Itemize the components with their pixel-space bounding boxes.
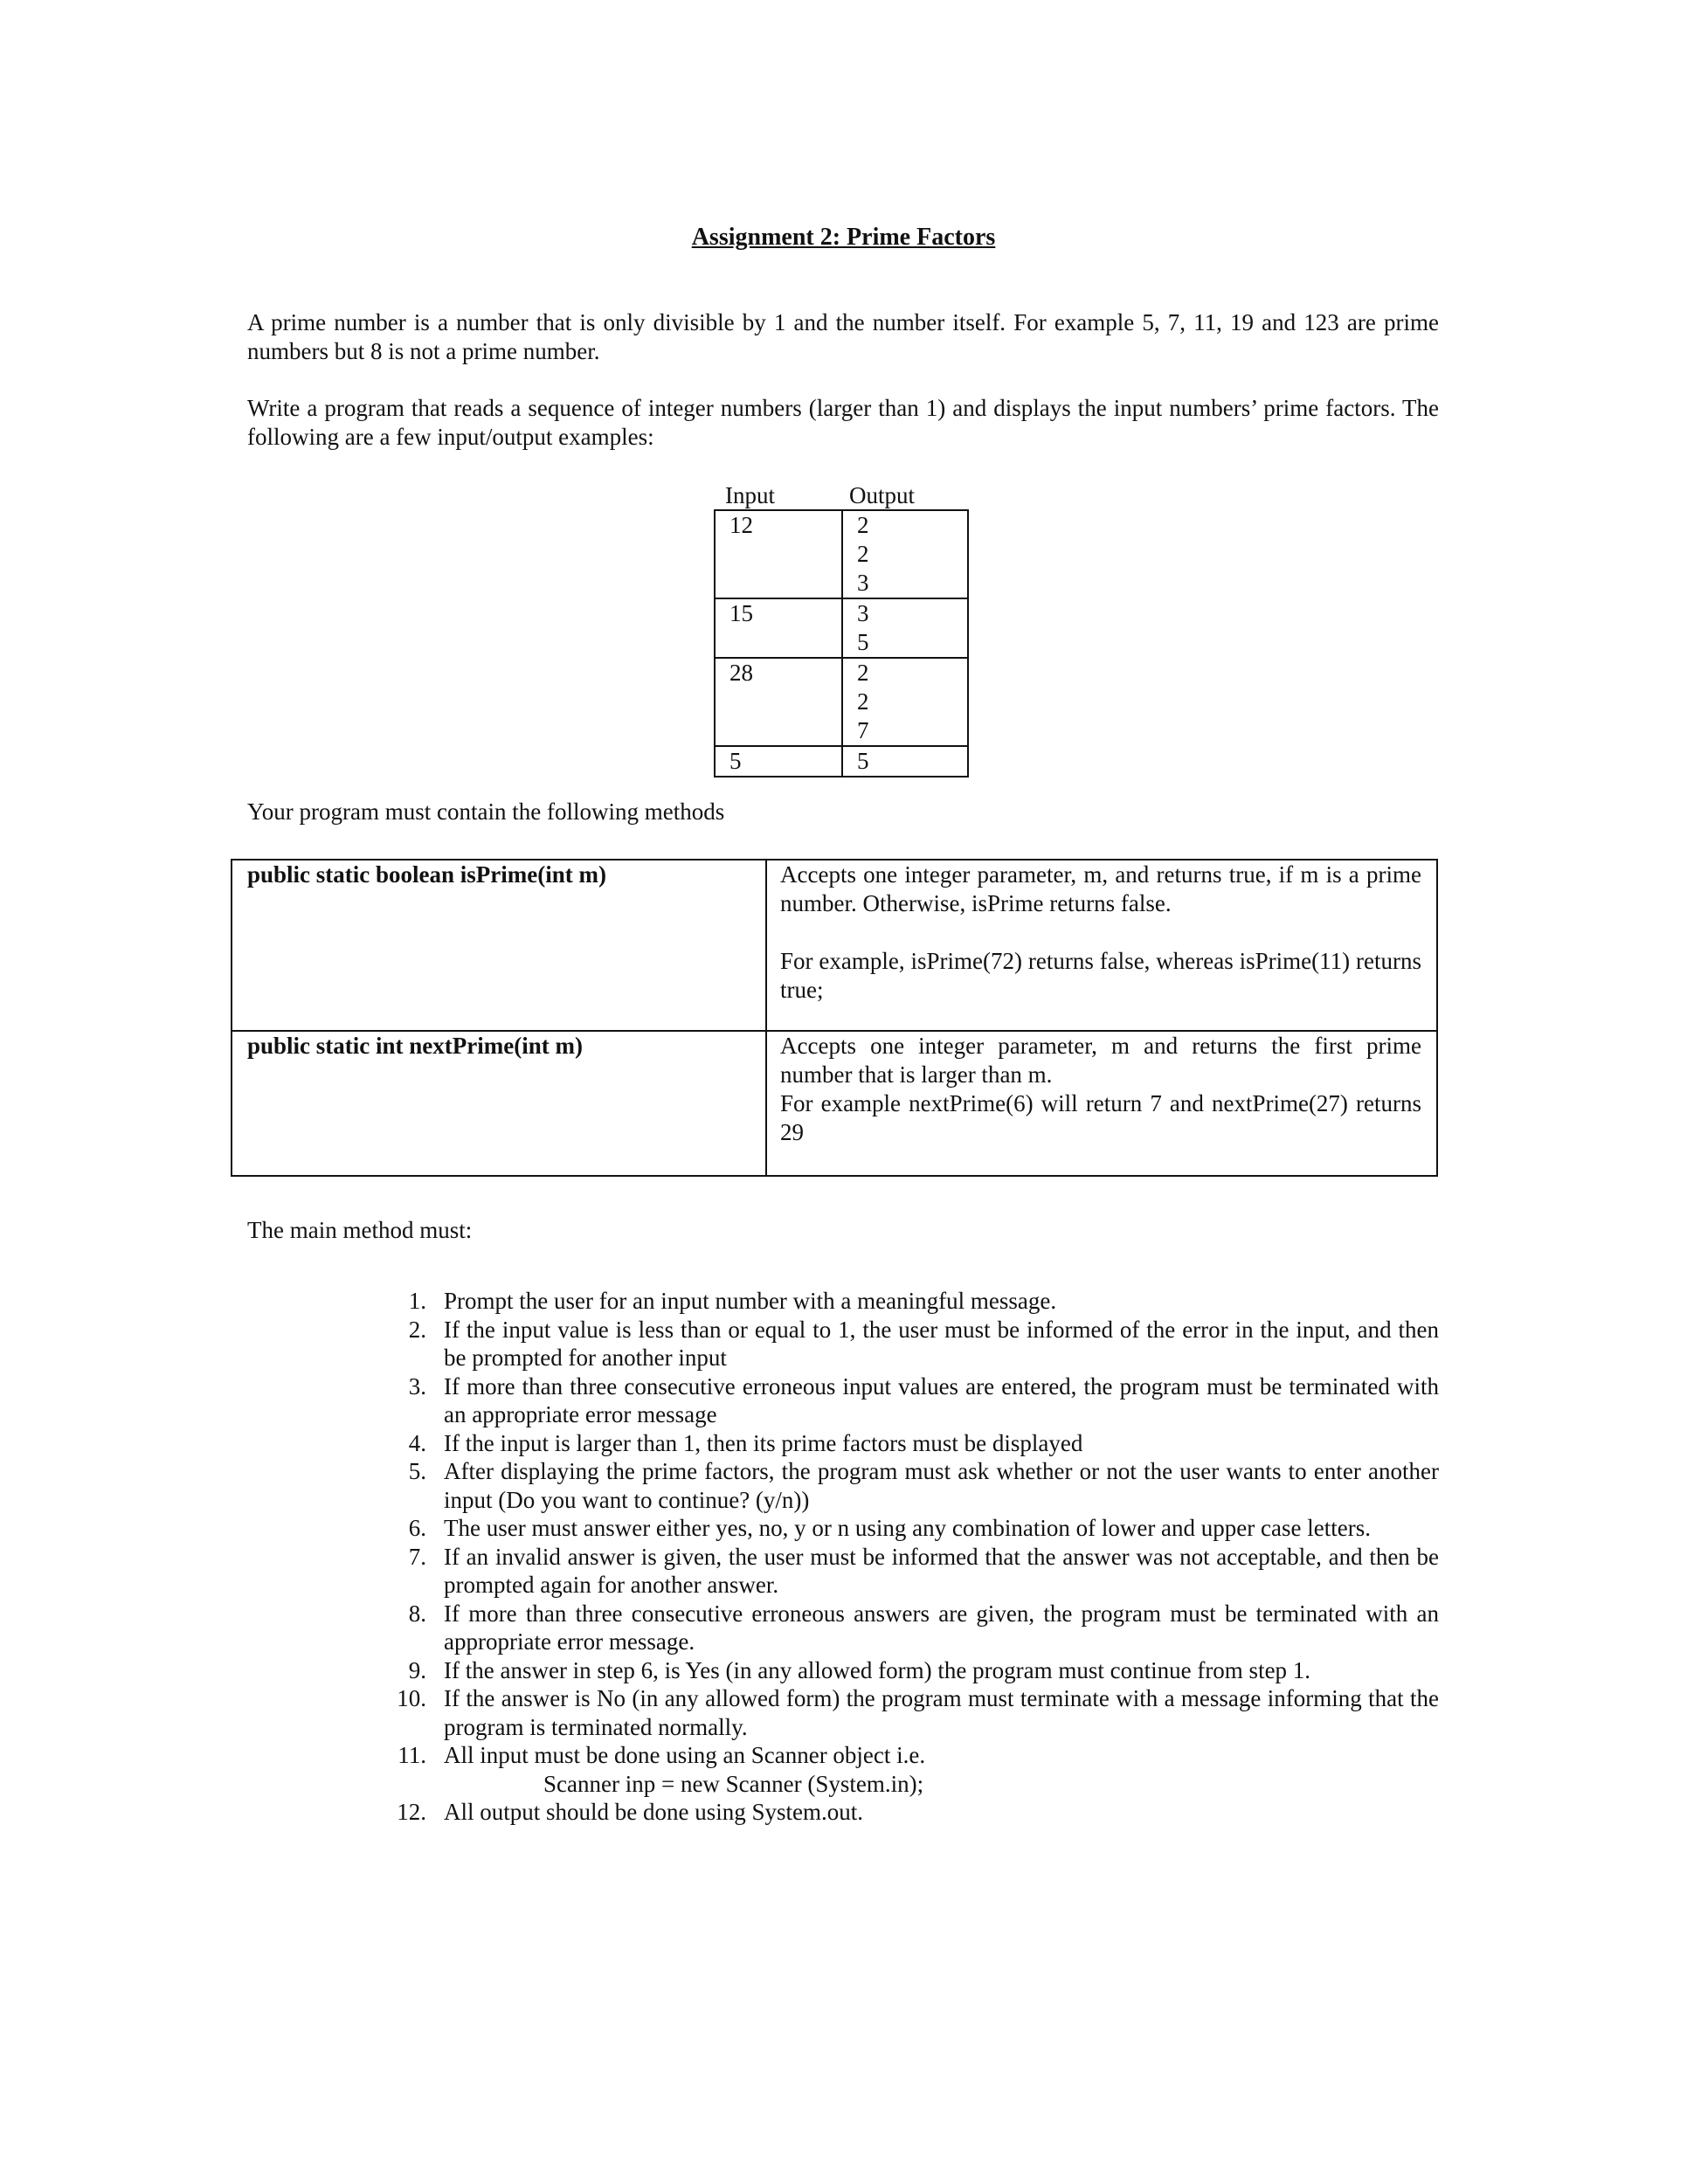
list-number: 7. — [408, 1543, 426, 1570]
list-item — [391, 1457, 1439, 1514]
list-number: 1. — [408, 1288, 426, 1314]
main-method-intro: The main method must: — [247, 1217, 473, 1243]
list-number: 11. — [398, 1742, 426, 1768]
io-output-cell — [842, 510, 968, 598]
method-desc-text: Accepts one integer parameter, m and returns the first prime number that is larger than m. — [780, 1033, 1421, 1088]
list-text: All output should be done using System.out. — [444, 1799, 864, 1825]
list-item — [391, 1372, 1439, 1429]
list-number: 9. — [408, 1656, 426, 1683]
io-examples-table — [714, 509, 969, 778]
io-input-cell: 12 — [715, 510, 842, 598]
io-input-cell: 15 — [715, 598, 842, 658]
list-item — [391, 1429, 1439, 1458]
list-number: 2. — [408, 1316, 426, 1343]
io-output-cell — [842, 658, 968, 746]
list-item — [391, 1543, 1439, 1600]
io-output-value: 2 — [857, 541, 869, 567]
requirements-list — [391, 1287, 1439, 1827]
table-row — [715, 746, 968, 777]
list-item — [391, 1287, 1439, 1316]
io-output-value: 2 — [857, 688, 869, 715]
method-desc-text: Accepts one integer parameter, m, and returns true, if m is a prime number. Otherwise, isPrime returns false. — [780, 861, 1421, 916]
list-text: After displaying the prime factors, the program must ask whether or not the user wants to enter another input (Do you want to continue? (y/n)) — [444, 1458, 1439, 1513]
list-text: If the answer is No (in any allowed form) the program must terminate with a message informing that the program is terminated normally. — [444, 1685, 1439, 1740]
list-number: 3. — [408, 1372, 426, 1400]
list-item — [391, 1316, 1439, 1372]
io-output-cell — [842, 746, 968, 777]
method-example-text: For example, isPrime(72) returns false, whereas isPrime(11) returns true; — [780, 948, 1421, 1003]
list-text: If an invalid answer is given, the user must be informed that the answer was not acceptable, and then be prompted again for another answer. — [444, 1543, 1439, 1598]
table-row — [232, 860, 1437, 1031]
list-text: Prompt the user for an input number with a meaningful message. — [444, 1288, 1057, 1314]
list-item — [391, 1798, 1439, 1827]
list-item — [391, 1684, 1439, 1741]
list-text: If the input value is less than or equal to 1, the user must be informed of the error in the input, and then be prompted for another input — [444, 1316, 1439, 1371]
list-text: All input must be done using an Scanner object i.e. — [444, 1742, 926, 1768]
list-text: The user must answer either yes, no, y or n using any combination of lower and upper case letters. — [444, 1515, 1371, 1541]
method-description — [766, 860, 1437, 1031]
io-output-value: 5 — [857, 748, 869, 774]
list-number: 10. — [397, 1685, 426, 1711]
io-output-value: 3 — [857, 600, 869, 626]
table-row — [715, 510, 968, 598]
task-paragraph: Write a program that reads a sequence of integer numbers (larger than 1) and displays the input numbers’ prime factors. The following are a few input/output examples: — [247, 395, 1439, 450]
io-output-value: 2 — [857, 512, 869, 538]
io-output-value: 3 — [857, 570, 869, 596]
io-input-cell: 5 — [715, 746, 842, 777]
list-item — [391, 1656, 1439, 1685]
list-text: If more than three consecutive erroneous answers are given, the program must be terminated with an appropriate error message. — [444, 1600, 1439, 1655]
io-output-value: 5 — [857, 629, 869, 655]
io-input-header: Input — [725, 482, 775, 508]
io-output-value: 7 — [857, 717, 869, 743]
io-output-value: 2 — [857, 660, 869, 686]
list-number: 4. — [408, 1429, 426, 1456]
methods-table — [231, 859, 1438, 1177]
io-input-cell: 28 — [715, 658, 842, 746]
io-output-header: Output — [849, 482, 916, 508]
list-text: If more than three consecutive erroneous input values are entered, the program must be terminated with an appropriate error message — [444, 1372, 1439, 1427]
list-item — [391, 1741, 1439, 1798]
methods-intro: Your program must contain the following methods — [247, 798, 725, 825]
list-number: 12. — [397, 1799, 426, 1825]
list-text: If the answer in step 6, is Yes (in any allowed form) the program must continue from step 1. — [444, 1656, 1311, 1683]
list-number: 6. — [408, 1515, 426, 1541]
table-row — [715, 658, 968, 746]
list-number: 8. — [408, 1600, 426, 1627]
method-description — [766, 1031, 1437, 1176]
page-title: Assignment 2: Prime Factors — [691, 224, 996, 251]
table-row — [715, 598, 968, 658]
list-text: If the input is larger than 1, then its prime factors must be displayed — [444, 1429, 1083, 1456]
table-row — [232, 1031, 1437, 1176]
method-example-text: For example nextPrime(6) will return 7 and nextPrime(27) returns 29 — [780, 1090, 1421, 1145]
code-line: Scanner inp = new Scanner (System.in); — [543, 1770, 924, 1797]
io-output-cell — [842, 598, 968, 658]
intro-paragraph: A prime number is a number that is only divisible by 1 and the number itself. For example 5, 7, 11, 19 and 123 are prime numbers but 8 is not a prime number. — [247, 309, 1439, 364]
method-signature: public static boolean isPrime(int m) — [232, 860, 766, 1031]
list-number: 5. — [408, 1458, 426, 1484]
list-item — [391, 1514, 1439, 1543]
method-signature: public static int nextPrime(int m) — [232, 1031, 766, 1176]
list-item — [391, 1600, 1439, 1656]
